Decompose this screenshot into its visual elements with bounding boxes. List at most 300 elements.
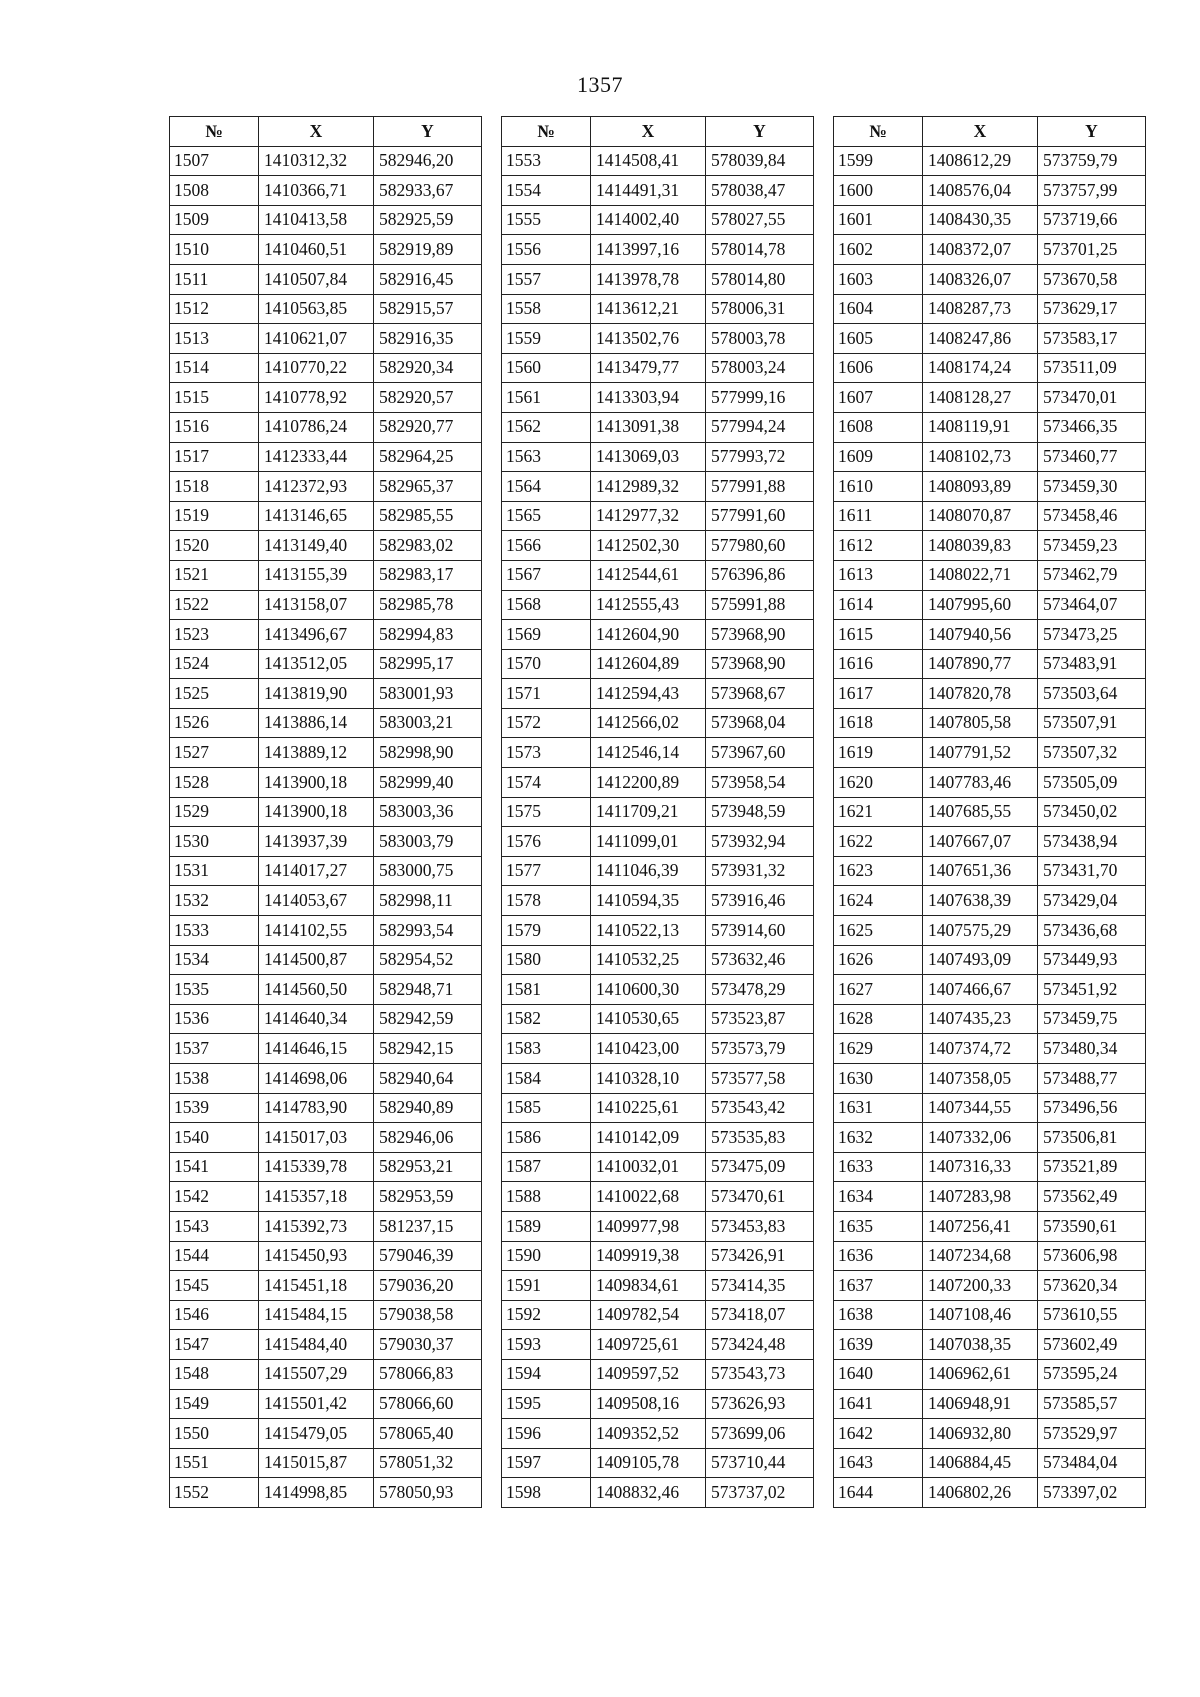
y-coordinate-cell: 573418,07 <box>706 1300 814 1330</box>
y-coordinate-cell: 578051,32 <box>374 1448 482 1478</box>
point-number-cell: 1558 <box>502 294 591 324</box>
x-coordinate-cell: 1406948,91 <box>923 1389 1038 1419</box>
point-number-cell: 1619 <box>834 738 923 768</box>
x-coordinate-cell: 1407374,72 <box>923 1034 1038 1064</box>
point-number-cell: 1565 <box>502 501 591 531</box>
x-coordinate-cell: 1408102,73 <box>923 442 1038 472</box>
x-coordinate-cell: 1414491,31 <box>591 176 706 206</box>
point-number-cell: 1607 <box>834 383 923 413</box>
table-row <box>834 1271 1146 1301</box>
y-coordinate-cell: 573948,59 <box>706 797 814 827</box>
x-coordinate-cell: 1415392,73 <box>259 1211 374 1241</box>
table-row <box>502 472 814 502</box>
point-number-cell: 1555 <box>502 205 591 235</box>
point-number-cell: 1582 <box>502 1004 591 1034</box>
x-coordinate-cell: 1414102,55 <box>259 916 374 946</box>
x-coordinate-cell: 1409782,54 <box>591 1300 706 1330</box>
point-number-cell: 1591 <box>502 1271 591 1301</box>
table-row <box>834 1182 1146 1212</box>
y-coordinate-cell: 582919,89 <box>374 235 482 265</box>
table-row <box>834 1419 1146 1449</box>
point-number-cell: 1514 <box>170 353 259 383</box>
y-coordinate-cell: 573523,87 <box>706 1004 814 1034</box>
point-number-cell: 1590 <box>502 1241 591 1271</box>
table-row <box>502 264 814 294</box>
point-number-cell: 1517 <box>170 442 259 472</box>
table-row <box>834 531 1146 561</box>
table-row <box>502 1004 814 1034</box>
y-coordinate-cell: 573438,94 <box>1038 827 1146 857</box>
x-coordinate-cell: 1407995,60 <box>923 590 1038 620</box>
point-number-cell: 1559 <box>502 324 591 354</box>
point-number-cell: 1513 <box>170 324 259 354</box>
x-coordinate-cell: 1415479,05 <box>259 1419 374 1449</box>
table-row <box>170 1093 482 1123</box>
x-coordinate-cell: 1413149,40 <box>259 531 374 561</box>
y-coordinate-cell: 573719,66 <box>1038 205 1146 235</box>
y-coordinate-cell: 578014,78 <box>706 235 814 265</box>
table-row <box>502 975 814 1005</box>
table-row <box>834 1064 1146 1094</box>
x-coordinate-cell: 1413496,67 <box>259 620 374 650</box>
x-coordinate-cell: 1410532,25 <box>591 945 706 975</box>
table-row <box>502 1182 814 1212</box>
point-number-cell: 1533 <box>170 916 259 946</box>
point-number-cell: 1618 <box>834 708 923 738</box>
point-number-cell: 1560 <box>502 353 591 383</box>
table-row <box>170 1300 482 1330</box>
x-coordinate-cell: 1414002,40 <box>591 205 706 235</box>
y-coordinate-cell: 583000,75 <box>374 856 482 886</box>
x-coordinate-cell: 1415357,18 <box>259 1182 374 1212</box>
y-coordinate-cell: 582942,15 <box>374 1034 482 1064</box>
y-coordinate-cell: 573543,42 <box>706 1093 814 1123</box>
x-coordinate-cell: 1407256,41 <box>923 1211 1038 1241</box>
y-coordinate-cell: 583003,79 <box>374 827 482 857</box>
y-coordinate-cell: 582940,89 <box>374 1093 482 1123</box>
table-row <box>170 324 482 354</box>
y-coordinate-cell: 578003,78 <box>706 324 814 354</box>
point-number-cell: 1643 <box>834 1448 923 1478</box>
table-row <box>502 294 814 324</box>
y-coordinate-cell: 573573,79 <box>706 1034 814 1064</box>
x-coordinate-cell: 1410563,85 <box>259 294 374 324</box>
y-coordinate-cell: 573464,07 <box>1038 590 1146 620</box>
table-row <box>170 1389 482 1419</box>
y-coordinate-cell: 578066,83 <box>374 1359 482 1389</box>
x-coordinate-cell: 1410328,10 <box>591 1064 706 1094</box>
y-coordinate-cell: 573511,09 <box>1038 353 1146 383</box>
y-coordinate-cell: 582985,78 <box>374 590 482 620</box>
table-row <box>502 501 814 531</box>
table-row <box>834 501 1146 531</box>
y-coordinate-cell: 577991,60 <box>706 501 814 531</box>
y-coordinate-cell: 573759,79 <box>1038 146 1146 176</box>
y-coordinate-cell: 577993,72 <box>706 442 814 472</box>
point-number-cell: 1642 <box>834 1419 923 1449</box>
y-coordinate-cell: 573462,79 <box>1038 560 1146 590</box>
y-coordinate-cell: 573478,29 <box>706 975 814 1005</box>
x-coordinate-cell: 1414998,85 <box>259 1478 374 1508</box>
point-number-cell: 1574 <box>502 768 591 798</box>
x-coordinate-cell: 1407234,68 <box>923 1241 1038 1271</box>
table-row <box>834 856 1146 886</box>
x-coordinate-cell: 1407783,46 <box>923 768 1038 798</box>
y-coordinate-cell: 576396,86 <box>706 560 814 590</box>
x-coordinate-cell: 1414640,34 <box>259 1004 374 1034</box>
y-coordinate-cell: 573629,17 <box>1038 294 1146 324</box>
point-number-cell: 1530 <box>170 827 259 857</box>
table-row <box>502 412 814 442</box>
y-coordinate-cell: 573632,46 <box>706 945 814 975</box>
point-number-cell: 1592 <box>502 1300 591 1330</box>
x-coordinate-cell: 1409105,78 <box>591 1448 706 1478</box>
x-coordinate-cell: 1412604,90 <box>591 620 706 650</box>
table-row <box>834 560 1146 590</box>
y-coordinate-cell: 573577,58 <box>706 1064 814 1094</box>
table-row <box>834 353 1146 383</box>
x-coordinate-cell: 1407805,58 <box>923 708 1038 738</box>
x-coordinate-cell: 1409834,61 <box>591 1271 706 1301</box>
table-row <box>502 205 814 235</box>
point-number-cell: 1614 <box>834 590 923 620</box>
y-coordinate-cell: 577999,16 <box>706 383 814 413</box>
y-coordinate-cell: 579038,58 <box>374 1300 482 1330</box>
x-coordinate-cell: 1407638,39 <box>923 886 1038 916</box>
table-row <box>834 649 1146 679</box>
table-row <box>502 945 814 975</box>
y-coordinate-cell: 573620,34 <box>1038 1271 1146 1301</box>
table-row <box>170 886 482 916</box>
table-row <box>170 472 482 502</box>
table-row <box>834 1034 1146 1064</box>
table-row <box>502 560 814 590</box>
x-coordinate-cell: 1413997,16 <box>591 235 706 265</box>
x-coordinate-cell: 1413886,14 <box>259 708 374 738</box>
table-row <box>502 1300 814 1330</box>
x-coordinate-cell: 1408612,29 <box>923 146 1038 176</box>
point-number-cell: 1587 <box>502 1152 591 1182</box>
point-number-cell: 1541 <box>170 1152 259 1182</box>
point-number-cell: 1525 <box>170 679 259 709</box>
x-coordinate-cell: 1415501,42 <box>259 1389 374 1419</box>
y-coordinate-cell: 573473,25 <box>1038 620 1146 650</box>
x-coordinate-cell: 1413937,39 <box>259 827 374 857</box>
table-row <box>834 1300 1146 1330</box>
table-row <box>170 1271 482 1301</box>
x-coordinate-cell: 1412544,61 <box>591 560 706 590</box>
y-coordinate-cell: 582946,20 <box>374 146 482 176</box>
point-number-cell: 1631 <box>834 1093 923 1123</box>
point-number-cell: 1611 <box>834 501 923 531</box>
x-coordinate-cell: 1410032,01 <box>591 1152 706 1182</box>
y-coordinate-cell: 578038,47 <box>706 176 814 206</box>
table-row <box>170 1211 482 1241</box>
x-coordinate-cell: 1409508,16 <box>591 1389 706 1419</box>
table-row <box>834 827 1146 857</box>
x-coordinate-cell: 1412566,02 <box>591 708 706 738</box>
point-number-cell: 1570 <box>502 649 591 679</box>
x-coordinate-cell: 1408022,71 <box>923 560 1038 590</box>
header-x: X <box>923 117 1038 147</box>
y-coordinate-cell: 577994,24 <box>706 412 814 442</box>
y-coordinate-cell: 573590,61 <box>1038 1211 1146 1241</box>
table-row <box>170 353 482 383</box>
y-coordinate-cell: 573595,24 <box>1038 1359 1146 1389</box>
table-row <box>170 205 482 235</box>
x-coordinate-cell: 1407358,05 <box>923 1064 1038 1094</box>
table-row <box>170 856 482 886</box>
x-coordinate-cell: 1407940,56 <box>923 620 1038 650</box>
y-coordinate-cell: 573475,09 <box>706 1152 814 1182</box>
table-row <box>502 1093 814 1123</box>
table-row <box>502 1330 814 1360</box>
point-number-cell: 1571 <box>502 679 591 709</box>
table-row <box>834 1004 1146 1034</box>
y-coordinate-cell: 573414,35 <box>706 1271 814 1301</box>
point-number-cell: 1630 <box>834 1064 923 1094</box>
table-row <box>170 235 482 265</box>
x-coordinate-cell: 1408372,07 <box>923 235 1038 265</box>
point-number-cell: 1573 <box>502 738 591 768</box>
y-coordinate-cell: 582916,35 <box>374 324 482 354</box>
point-number-cell: 1539 <box>170 1093 259 1123</box>
y-coordinate-cell: 582933,67 <box>374 176 482 206</box>
x-coordinate-cell: 1408287,73 <box>923 294 1038 324</box>
x-coordinate-cell: 1406962,61 <box>923 1359 1038 1389</box>
point-number-cell: 1580 <box>502 945 591 975</box>
x-coordinate-cell: 1407820,78 <box>923 679 1038 709</box>
x-coordinate-cell: 1410312,32 <box>259 146 374 176</box>
table-row <box>502 708 814 738</box>
table-row <box>170 1241 482 1271</box>
y-coordinate-cell: 573480,34 <box>1038 1034 1146 1064</box>
point-number-cell: 1635 <box>834 1211 923 1241</box>
table-row <box>834 1478 1146 1508</box>
x-coordinate-cell: 1413303,94 <box>591 383 706 413</box>
point-number-cell: 1556 <box>502 235 591 265</box>
y-coordinate-cell: 582920,77 <box>374 412 482 442</box>
y-coordinate-cell: 583003,21 <box>374 708 482 738</box>
table-row <box>834 294 1146 324</box>
x-coordinate-cell: 1409725,61 <box>591 1330 706 1360</box>
x-coordinate-cell: 1410423,00 <box>591 1034 706 1064</box>
header-number: № <box>170 117 259 147</box>
point-number-cell: 1609 <box>834 442 923 472</box>
point-number-cell: 1626 <box>834 945 923 975</box>
x-coordinate-cell: 1410366,71 <box>259 176 374 206</box>
point-number-cell: 1601 <box>834 205 923 235</box>
point-number-cell: 1610 <box>834 472 923 502</box>
table-row <box>502 1389 814 1419</box>
table-body <box>502 146 814 1507</box>
y-coordinate-cell: 573535,83 <box>706 1123 814 1153</box>
point-number-cell: 1636 <box>834 1241 923 1271</box>
x-coordinate-cell: 1407575,29 <box>923 916 1038 946</box>
table-row <box>834 1448 1146 1478</box>
y-coordinate-cell: 582953,21 <box>374 1152 482 1182</box>
point-number-cell: 1542 <box>170 1182 259 1212</box>
point-number-cell: 1583 <box>502 1034 591 1064</box>
point-number-cell: 1543 <box>170 1211 259 1241</box>
table-row <box>834 176 1146 206</box>
x-coordinate-cell: 1407344,55 <box>923 1093 1038 1123</box>
table-row <box>170 1448 482 1478</box>
y-coordinate-cell: 582993,54 <box>374 916 482 946</box>
x-coordinate-cell: 1414500,87 <box>259 945 374 975</box>
point-number-cell: 1524 <box>170 649 259 679</box>
table-body <box>170 146 482 1507</box>
table-row <box>502 1152 814 1182</box>
y-coordinate-cell: 578027,55 <box>706 205 814 235</box>
table-row <box>834 945 1146 975</box>
point-number-cell: 1603 <box>834 264 923 294</box>
table-row <box>502 1271 814 1301</box>
y-coordinate-cell: 573737,02 <box>706 1478 814 1508</box>
y-coordinate-cell: 573543,73 <box>706 1359 814 1389</box>
point-number-cell: 1578 <box>502 886 591 916</box>
x-coordinate-cell: 1413158,07 <box>259 590 374 620</box>
y-coordinate-cell: 582948,71 <box>374 975 482 1005</box>
x-coordinate-cell: 1407651,36 <box>923 856 1038 886</box>
point-number-cell: 1549 <box>170 1389 259 1419</box>
point-number-cell: 1515 <box>170 383 259 413</box>
table-header-row <box>834 117 1146 147</box>
point-number-cell: 1612 <box>834 531 923 561</box>
y-coordinate-cell: 573496,56 <box>1038 1093 1146 1123</box>
x-coordinate-cell: 1413900,18 <box>259 797 374 827</box>
y-coordinate-cell: 573470,01 <box>1038 383 1146 413</box>
x-coordinate-cell: 1413155,39 <box>259 560 374 590</box>
point-number-cell: 1632 <box>834 1123 923 1153</box>
y-coordinate-cell: 573710,44 <box>706 1448 814 1478</box>
point-number-cell: 1540 <box>170 1123 259 1153</box>
y-coordinate-cell: 582925,59 <box>374 205 482 235</box>
y-coordinate-cell: 573521,89 <box>1038 1152 1146 1182</box>
table-row <box>170 1359 482 1389</box>
x-coordinate-cell: 1407283,98 <box>923 1182 1038 1212</box>
x-coordinate-cell: 1412200,89 <box>591 768 706 798</box>
x-coordinate-cell: 1407108,46 <box>923 1300 1038 1330</box>
y-coordinate-cell: 575991,88 <box>706 590 814 620</box>
y-coordinate-cell: 578050,93 <box>374 1478 482 1508</box>
table-row <box>834 620 1146 650</box>
point-number-cell: 1552 <box>170 1478 259 1508</box>
x-coordinate-cell: 1413502,76 <box>591 324 706 354</box>
x-coordinate-cell: 1415507,29 <box>259 1359 374 1389</box>
table-row <box>502 176 814 206</box>
point-number-cell: 1585 <box>502 1093 591 1123</box>
y-coordinate-cell: 577991,88 <box>706 472 814 502</box>
point-number-cell: 1523 <box>170 620 259 650</box>
x-coordinate-cell: 1413479,77 <box>591 353 706 383</box>
table-row <box>170 531 482 561</box>
table-row <box>834 738 1146 768</box>
table-row <box>170 560 482 590</box>
page-number: 1357 <box>577 72 623 97</box>
point-number-cell: 1638 <box>834 1300 923 1330</box>
table-row <box>502 1478 814 1508</box>
table-row <box>170 1419 482 1449</box>
y-coordinate-cell: 578065,40 <box>374 1419 482 1449</box>
x-coordinate-cell: 1413512,05 <box>259 649 374 679</box>
header-number: № <box>502 117 591 147</box>
point-number-cell: 1597 <box>502 1448 591 1478</box>
point-number-cell: 1551 <box>170 1448 259 1478</box>
point-number-cell: 1623 <box>834 856 923 886</box>
x-coordinate-cell: 1409977,98 <box>591 1211 706 1241</box>
y-coordinate-cell: 573914,60 <box>706 916 814 946</box>
table-row <box>502 886 814 916</box>
point-number-cell: 1616 <box>834 649 923 679</box>
x-coordinate-cell: 1407890,77 <box>923 649 1038 679</box>
y-coordinate-cell: 578014,80 <box>706 264 814 294</box>
x-coordinate-cell: 1408119,91 <box>923 412 1038 442</box>
point-number-cell: 1522 <box>170 590 259 620</box>
x-coordinate-cell: 1412594,43 <box>591 679 706 709</box>
point-number-cell: 1507 <box>170 146 259 176</box>
point-number-cell: 1509 <box>170 205 259 235</box>
table-row <box>834 975 1146 1005</box>
y-coordinate-cell: 573968,67 <box>706 679 814 709</box>
point-number-cell: 1629 <box>834 1034 923 1064</box>
point-number-cell: 1545 <box>170 1271 259 1301</box>
table-row <box>170 412 482 442</box>
x-coordinate-cell: 1410594,35 <box>591 886 706 916</box>
y-coordinate-cell: 573470,61 <box>706 1182 814 1212</box>
table-row <box>170 590 482 620</box>
table-row <box>502 353 814 383</box>
point-number-cell: 1568 <box>502 590 591 620</box>
point-number-cell: 1628 <box>834 1004 923 1034</box>
table-row <box>502 1123 814 1153</box>
y-coordinate-cell: 573488,77 <box>1038 1064 1146 1094</box>
table-row <box>170 264 482 294</box>
x-coordinate-cell: 1408039,83 <box>923 531 1038 561</box>
table-row <box>170 945 482 975</box>
table-row <box>170 1330 482 1360</box>
table-row <box>834 442 1146 472</box>
point-number-cell: 1537 <box>170 1034 259 1064</box>
point-number-cell: 1588 <box>502 1182 591 1212</box>
table-row <box>834 768 1146 798</box>
y-coordinate-cell: 582942,59 <box>374 1004 482 1034</box>
y-coordinate-cell: 583003,36 <box>374 797 482 827</box>
table-row <box>170 975 482 1005</box>
x-coordinate-cell: 1407466,67 <box>923 975 1038 1005</box>
y-coordinate-cell: 579046,39 <box>374 1241 482 1271</box>
x-coordinate-cell: 1407685,55 <box>923 797 1038 827</box>
y-coordinate-cell: 573483,91 <box>1038 649 1146 679</box>
table-row <box>502 738 814 768</box>
point-number-cell: 1520 <box>170 531 259 561</box>
x-coordinate-cell: 1414698,06 <box>259 1064 374 1094</box>
x-coordinate-cell: 1412333,44 <box>259 442 374 472</box>
y-coordinate-cell: 582985,55 <box>374 501 482 531</box>
point-number-cell: 1566 <box>502 531 591 561</box>
point-number-cell: 1544 <box>170 1241 259 1271</box>
x-coordinate-cell: 1412555,43 <box>591 590 706 620</box>
table-row <box>170 1152 482 1182</box>
table-row <box>502 235 814 265</box>
point-number-cell: 1613 <box>834 560 923 590</box>
y-coordinate-cell: 582946,06 <box>374 1123 482 1153</box>
x-coordinate-cell: 1408128,27 <box>923 383 1038 413</box>
table-row <box>502 916 814 946</box>
point-number-cell: 1640 <box>834 1359 923 1389</box>
y-coordinate-cell: 583001,93 <box>374 679 482 709</box>
point-number-cell: 1637 <box>834 1271 923 1301</box>
